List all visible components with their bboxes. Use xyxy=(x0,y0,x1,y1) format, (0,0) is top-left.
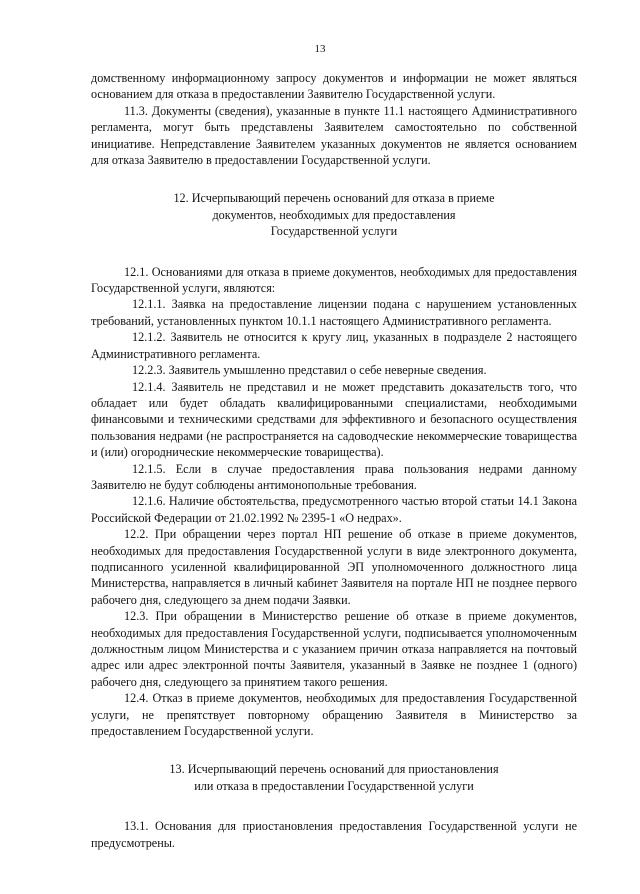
paragraph-12-2-3: 12.2.3. Заявитель умышленно представил о себе неверные сведения. xyxy=(132,363,487,378)
paragraph-12-1-4: 12.1.4. Заявитель не представил и не может представить доказательств того, что обладает или будет обладать квалифицированными специалистами, необходимыми финансовыми и техническими средствами для эффективного и безопасного осуществления пользования недрами (не распространяется на садоводческие некоммерческие товарищества и (или) огороднические некоммерческие товарищества). xyxy=(91,379,577,460)
section-12-heading-line: документов, необходимых для предоставления xyxy=(212,207,456,222)
paragraph-12-1-5: 12.1.5. Если в случае предоставления права пользования недрами данному Заявителю не будут соблюдены антимонопольные требования. xyxy=(91,461,577,492)
paragraph-12-2: 12.2. При обращении через портал НП решение об отказе в приеме документов, необходимых для предоставления Государственной услуги в виде электронного документа, подписанного усиленной квалифицированной ЭП уполномоченного должностного лица Министерства, направляется в личный кабинет Заявителя на портале НП не позднее первого рабочего дня, следующего за днем подачи Заявки. xyxy=(91,527,577,607)
paragraph-12-3: 12.3. При обращении в Министерство решение об отказе в приеме документов, необходимых для предоставления Государственной услуги, подписывается уполномоченным должностным лицом Министерства и с указанием причин отказа направляется на почтовый адрес или адрес электронной почты Заявителя, указанный в Заявке не позднее 1 (одного) рабочего дня, следующего за принятием такого решения. xyxy=(91,609,577,689)
document-body xyxy=(91,70,577,851)
section-12-heading xyxy=(91,190,577,239)
section-13-heading-line: 13. Исчерпывающий перечень оснований для приостановления xyxy=(169,762,499,777)
page-number: 13 xyxy=(314,43,326,55)
paragraph-12-1: 12.1. Основаниями для отказа в приеме документов, необходимых для предоставления Государственной услуги, являются: xyxy=(91,264,577,296)
paragraph-11-3: 11.3. Документы (сведения), указанные в пункте 11.1 настоящего Административного регламента, могут быть представлены Заявителем самостоятельно по собственной инициативе. Непредставление Заявителем указанных документов не является основанием для отказа Заявителю в предоставлении Государственной услуги. xyxy=(91,103,577,168)
paragraph-12-1-1: 12.1.1. Заявка на предоставление лицензии подана с нарушением установленных требований, установленных пунктом 10.1.1 настоящего Административного регламента. xyxy=(91,297,577,328)
section-12-heading-line: Государственной услуги xyxy=(270,224,398,239)
paragraph-continuation: домственному информационному запросу документов и информации не может являться основанием для отказа в предоставлении Заявителю Государственной услуги. xyxy=(91,71,577,102)
paragraph-13-1: 13.1. Основания для приостановления предоставления Государственной услуги не предусмотрены. xyxy=(91,819,577,850)
section-13-heading-line: или отказа в предоставлении Государственной услуги xyxy=(194,778,474,793)
paragraph-12-1-6: 12.1.6. Наличие обстоятельства, предусмотренного частью второй статьи 14.1 Закона Российской Федерации от 21.02.1992 № 2395-1 «О недрах». xyxy=(91,494,577,525)
section-12-heading-line: 12. Исчерпывающий перечень оснований для отказа в приеме xyxy=(173,191,495,206)
paragraph-12-1-2: 12.1.2. Заявитель не относится к кругу лиц, указанных в подразделе 2 настоящего Административного регламента. xyxy=(91,330,577,361)
paragraph-12-4: 12.4. Отказ в приеме документов, необходимых для предоставления Государственной услуги, не препятствует повторному обращению Заявителя в Министерство за предоставлением Государственной услуги. xyxy=(91,691,577,739)
section-13-heading xyxy=(91,761,577,794)
